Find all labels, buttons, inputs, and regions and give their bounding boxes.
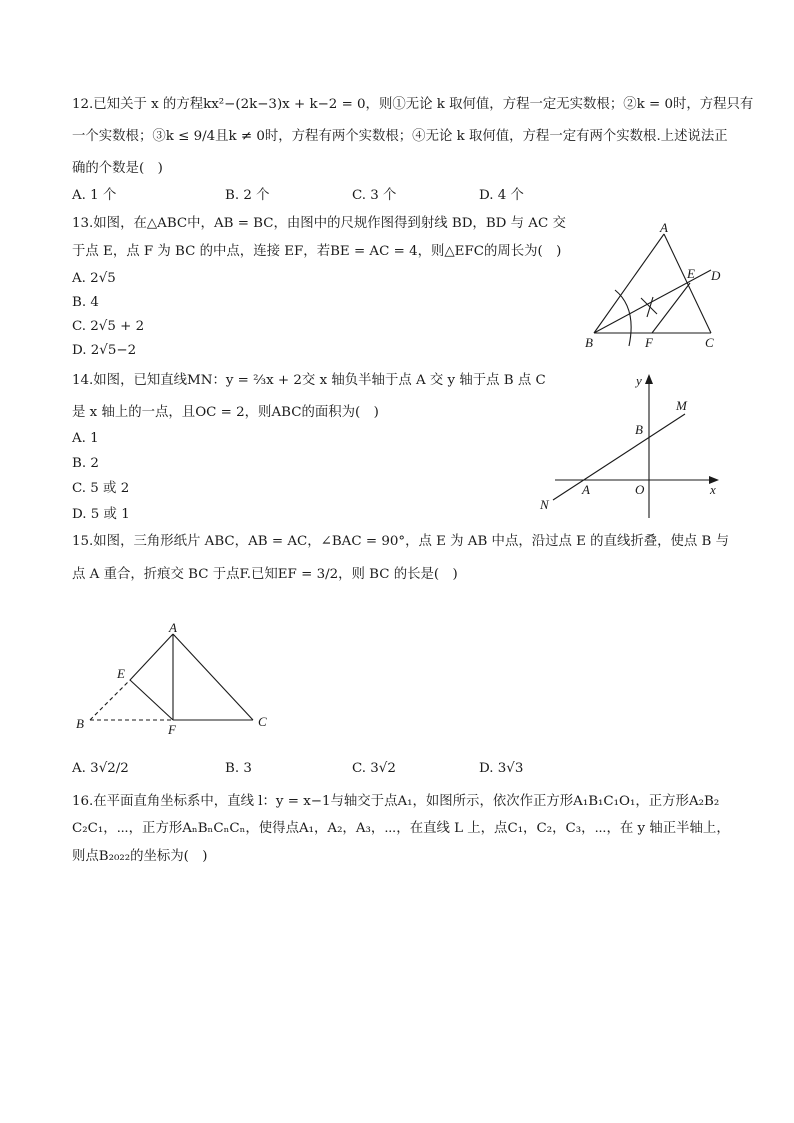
q13-label-a: A	[660, 220, 668, 235]
q16-line2: C₂C₁，⋯，正方形AₙBₙCₙCₙ，使得点A₁，A₂，A₃，⋯，在直线 L 上，点C₁，C₂，C₃，⋯，在 y 轴正半轴上，	[72, 821, 730, 836]
q13-side-ab	[594, 234, 664, 333]
q12-option-c: C. 3 个	[352, 188, 397, 203]
q16-line1: 16.在平面直角坐标系中，直线 l：y = x−1与轴交于点A₁，如图所示，依次作正方形A₁B₁C₁O₁，正方形A₂B₂	[72, 794, 720, 809]
q14-label-o: O	[635, 482, 645, 497]
q13-line1: 13.如图，在△ABC中，AB = BC，由图中的尺规作图得到射线 BD，BD 与 AC 交	[72, 216, 566, 231]
q15-label-e: E	[117, 666, 125, 681]
q12-option-b: B. 2 个	[225, 188, 270, 203]
q14-label-n: N	[540, 497, 549, 512]
q15-side-ac	[173, 634, 253, 720]
q13-label-e: E	[687, 266, 695, 281]
q15-option-a: A. 3√2/2	[72, 761, 129, 776]
q15-label-a: A	[169, 620, 177, 635]
q13-construction-arc	[615, 290, 631, 346]
q15-fold-figure	[72, 618, 277, 740]
q15-label-c: C	[258, 714, 267, 729]
q13-option-b: B. 4	[72, 295, 99, 310]
q12-option-d: D. 4 个	[479, 188, 524, 203]
q14-option-c: C. 5 或 2	[72, 481, 130, 496]
q13-label-d: D	[711, 268, 721, 283]
q16-line3: 则点B₂₀₂₂的坐标为( )	[72, 849, 208, 864]
q15-dashed-be	[90, 680, 130, 720]
q14-line2: 是 x 轴上的一点，且OC = 2，则ABC的面积为( )	[72, 405, 379, 420]
q13-option-d: D. 2√5−2	[72, 343, 137, 358]
q14-coordinate-figure	[535, 370, 725, 520]
q14-label-m: M	[676, 398, 687, 413]
q13-option-c: C. 2√5 + 2	[72, 319, 145, 334]
q13-label-f: F	[645, 335, 653, 350]
q14-y-axis-arrow	[645, 374, 653, 384]
q15-line2: 点 A 重合，折痕交 BC 于点F.已知EF = 3/2，则 BC 的长是( )	[72, 567, 458, 582]
q13-arc-mark-2	[647, 297, 653, 317]
q14-option-d: D. 5 或 1	[72, 507, 130, 522]
q15-label-b: B	[76, 716, 84, 731]
q13-label-b: B	[585, 335, 593, 350]
q14-label-y: y	[636, 373, 642, 388]
q14-label-x: x	[710, 482, 716, 497]
q15-crease-ef	[130, 680, 173, 720]
q15-option-d: D. 3√3	[479, 761, 524, 776]
q12-line1: 12.已知关于 x 的方程kx²−(2k−3)x + k−2 = 0，则①无论 k 取何值，方程一定无实数根；②k = 0时，方程只有	[72, 97, 754, 112]
q12-line2: 一个实数根；③k ≤ 9/4且k ≠ 0时，方程有两个实数根；④无论 k 取何值，方程一定有两个实数根.上述说法正	[72, 129, 728, 144]
q14-label-a: A	[582, 482, 590, 497]
q13-segment-ef	[652, 283, 690, 333]
q14-line-mn	[553, 414, 685, 500]
q13-line2: 于点 E，点 F 为 BC 的中点，连接 EF，若BE = AC = 4，则△EFC的周长为( )	[72, 244, 562, 259]
q14-option-b: B. 2	[72, 456, 99, 471]
q14-label-b: B	[635, 422, 643, 437]
q13-triangle-figure	[575, 220, 735, 355]
q14-option-a: A. 1	[72, 431, 99, 446]
q15-option-b: B. 3	[225, 761, 252, 776]
q12-option-a: A. 1 个	[72, 188, 117, 203]
q15-line1: 15.如图，三角形纸片 ABC，AB = AC，∠BAC = 90°，点 E 为 AB 中点，沿过点 E 的直线折叠，使点 B 与	[72, 534, 730, 549]
q13-label-c: C	[705, 335, 714, 350]
q12-line3: 确的个数是( )	[72, 161, 163, 176]
q13-option-a: A. 2√5	[72, 271, 116, 286]
q14-line1: 14.如图，已知直线MN：y = ⅔x + 2交 x 轴负半轴于点 A 交 y 轴于点 B 点 C	[72, 373, 546, 388]
q13-side-ac	[664, 234, 711, 333]
q15-side-ea	[130, 634, 173, 680]
q15-option-c: C. 3√2	[352, 761, 396, 776]
q15-label-f: F	[168, 722, 176, 737]
